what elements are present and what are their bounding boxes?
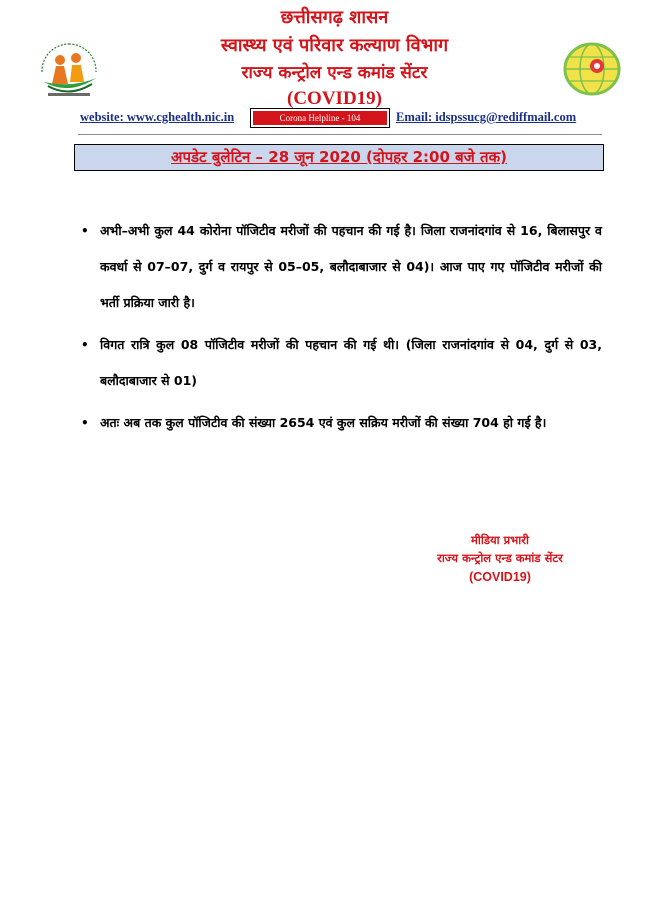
bullet-icon: • [81,224,89,238]
bulletin-points [78,213,602,447]
website-link[interactable]: website: www.cghealth.nic.in [80,110,235,124]
government-title: छत्तीसगढ़ शासन [280,7,389,28]
list-item [78,405,602,441]
bullet-text: विगत रात्रि कुल 08 पॉजिटीव मरीजों की पहचान की गई थी। (जिला राजनांदगांव से 04, दुर्ग से 03, बलौदाबाजार से 01) [100,337,602,388]
department-title: स्वास्थ्य एवं परिवार कल्याण विभाग [220,35,449,56]
signature-office: राज्य कन्ट्रोल एन्ड कमांड सेंटर [437,551,563,565]
helpline-label: Corona Helpline - 104 [253,111,387,125]
signature-block [410,531,590,587]
bullet-icon: • [81,338,89,352]
bullet-icon: • [81,416,89,430]
list-item [78,213,602,321]
list-item [78,327,602,399]
health-department-logo [34,38,104,100]
email-link[interactable]: Email: idspssucg@rediffmail.com [396,110,577,124]
signature-role: मीडिया प्रभारी [471,533,529,547]
bullet-text: अतः अब तक कुल पॉजिटीव की संख्या 2654 एवं कुल सक्रिय मरीजों की संख्या 704 हो गई है। [100,415,547,430]
contact-row [78,108,594,130]
bulletin-title: अपडेट बुलेटिन – 28 जून 2020 (दोपहर 2:00 बजे तक) [171,148,507,166]
covid-title: (COVID19) [287,88,382,109]
header-divider [78,134,602,135]
helpline-box [250,108,390,128]
command-center-title: राज्य कन्ट्रोल एन्ड कमांड सेंटर [241,63,428,83]
idsp-globe-logo [561,42,623,96]
bulletin-title-box [74,144,604,171]
document-header [120,4,549,111]
bullet-text: अभी–अभी कुल 44 कोरोना पॉजिटीव मरीजों की पहचान की गई है। जिला राजनांदगांव से 16, बिलासपुर व कवर्धा से 07–07, दुर्ग व रायपुर से 05–05, बलौदाबाजार से 04)। आज पाए गए पॉजिटीव मरीजों की भर्ती प्रक्रिया जारी है। [100,223,602,310]
signature-covid: (COVID19) [469,570,531,584]
